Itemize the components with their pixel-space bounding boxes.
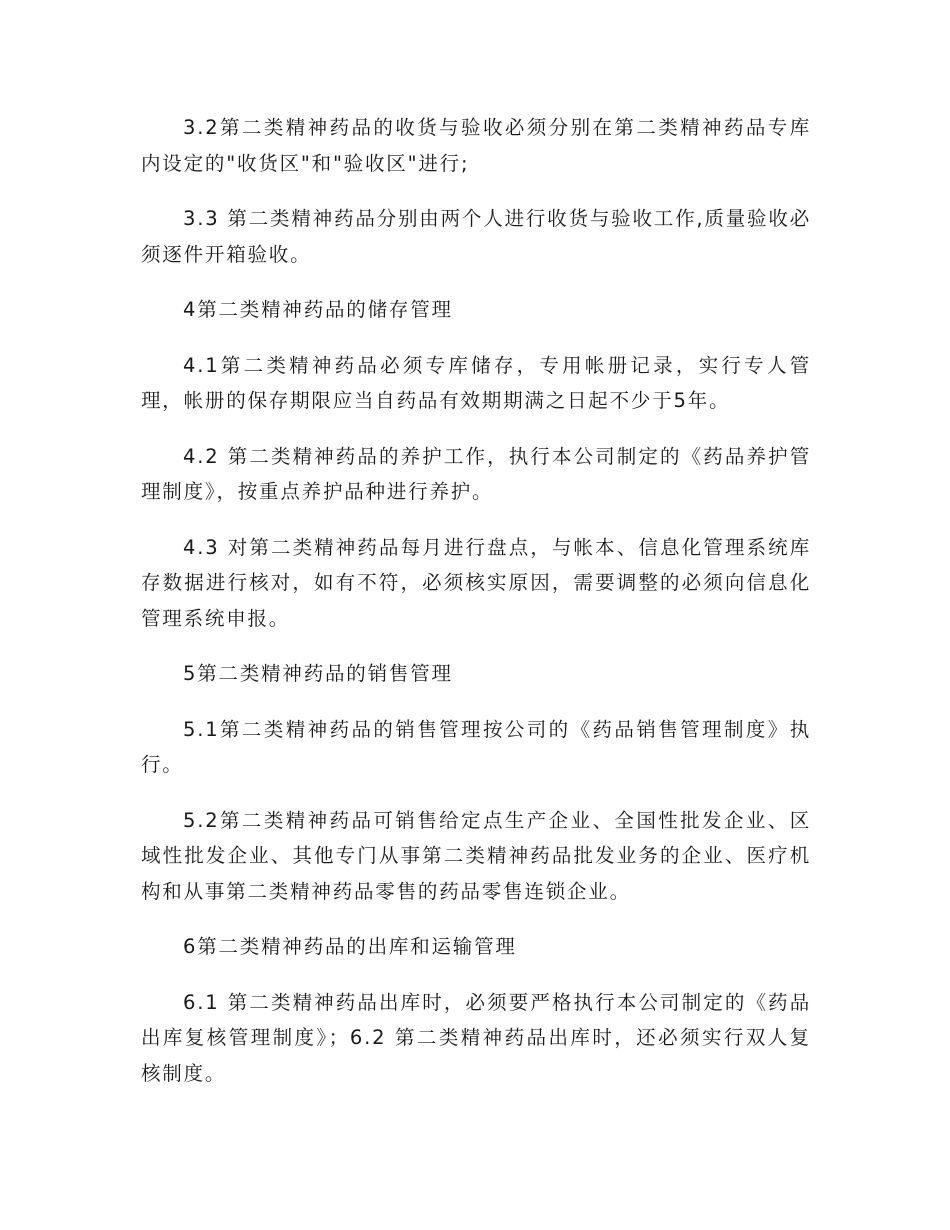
paragraph-4-3: 4.3 对第二类精神药品每月进行盘点，与帐本、信息化管理系统库存数据进行核对，如有不符，必须核实原因，需要调整的必须向信息化管理系统申报。: [141, 535, 811, 630]
paragraph-5-1: 5.1第二类精神药品的销售管理按公司的《药品销售管理制度》执行。: [141, 717, 811, 776]
paragraph-5-2: 5.2第二类精神药品可销售给定点生产企业、全国性批发企业、区域性批发企业、其他专门从事第二类精神药品批发业务的企业、医疗机构和从事第二类精神药品零售的药品零售连锁企业。: [141, 808, 811, 903]
section-heading-5: 5第二类精神药品的销售管理: [183, 662, 453, 685]
paragraph-4-2: 4.2 第二类精神药品的养护工作，执行本公司制定的《药品养护管理制度》，按重点养护品种进行养护。: [141, 444, 811, 503]
paragraph-3-3: 3.3 第二类精神药品分别由两个人进行收货与验收工作,质量验收必须逐件开箱验收。: [141, 207, 811, 266]
paragraph-4-1: 4.1第二类精神药品必须专库储存，专用帐册记录，实行专人管理，帐册的保存期限应当自药品有效期期满之日起不少于5年。: [141, 353, 811, 412]
section-heading-4: 4第二类精神药品的储存管理: [183, 298, 453, 321]
paragraph-3-2: 3.2第二类精神药品的收货与验收必须分别在第二类精神药品专库内设定的"收货区"和"验收区"进行;: [141, 116, 811, 175]
section-heading-6: 6第二类精神药品的出库和运输管理: [183, 935, 517, 958]
document-body: [141, 110, 811, 1111]
paragraph-6-1: 6.1 第二类精神药品出库时，必须要严格执行本公司制定的《药品出库复核管理制度》；6.2 第二类精神药品出库时，还必须实行双人复核制度。: [141, 990, 811, 1085]
